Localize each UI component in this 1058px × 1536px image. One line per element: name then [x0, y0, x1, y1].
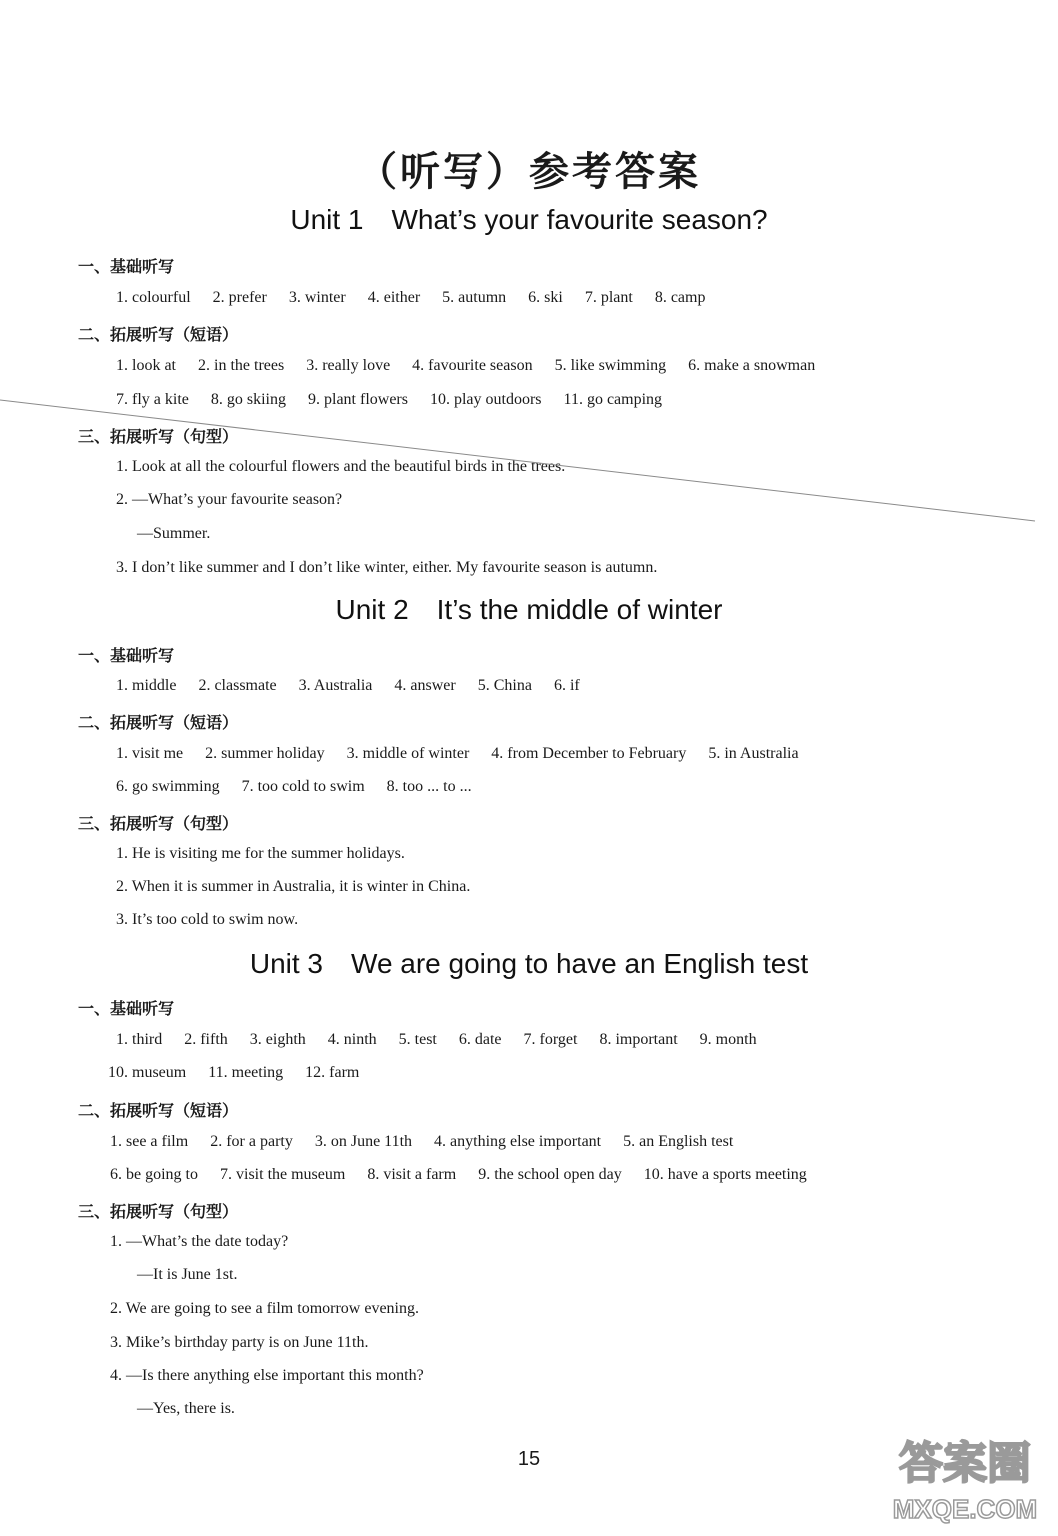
- answer-item: 9. month: [699, 1031, 757, 1048]
- answer-item: 6. date: [458, 1031, 502, 1048]
- answer-item: 3. Australia: [298, 677, 373, 694]
- answer-item: 3. eighth: [249, 1031, 306, 1048]
- answer-item: 9. the school open day: [478, 1166, 622, 1183]
- answer-item: 9. plant flowers: [308, 391, 408, 408]
- sentence-line: 3. It’s too cold to swim now.: [116, 911, 299, 928]
- sentence-line: —Summer.: [137, 525, 211, 542]
- unit-2-section-1-heading: 一、基础听写: [78, 646, 175, 665]
- answer-item: 1. third: [116, 1031, 163, 1048]
- svg-text:MXQE.COM: MXQE.COM: [892, 1494, 1038, 1524]
- sentence-line: —It is June 1st.: [137, 1266, 238, 1283]
- sentence-line: 2. When it is summer in Australia, it is winter in China.: [116, 878, 471, 895]
- unit-3-section-1-heading: 一、基础听写: [78, 999, 175, 1018]
- answer-item: 4. anything else important: [434, 1133, 602, 1150]
- svg-text:答案圈: 答案圈: [899, 1438, 1031, 1489]
- answer-item: 6. if: [553, 677, 580, 694]
- answer-item: 4. favourite season: [412, 357, 533, 374]
- answer-item: 5. an English test: [623, 1133, 734, 1150]
- answer-item: 10. museum: [108, 1064, 187, 1081]
- answer-item: 6. go swimming: [116, 778, 220, 795]
- answer-item: 10. have a sports meeting: [643, 1166, 807, 1183]
- answer-item: 5. autumn: [442, 289, 507, 306]
- answer-item: 1. colourful: [116, 289, 191, 306]
- answer-item: 4. either: [367, 289, 421, 306]
- answer-item: 8. important: [599, 1031, 678, 1048]
- unit-2-title: Unit 2 It’s the middle of winter: [335, 594, 723, 625]
- page-number: 15: [517, 1448, 541, 1470]
- answer-item: 2. in the trees: [198, 357, 285, 374]
- sentence-line: 1. Look at all the colourful flowers and the beautiful birds in the trees.: [116, 458, 566, 475]
- answer-item: 2. prefer: [212, 289, 267, 306]
- answer-item: 2. classmate: [198, 677, 277, 694]
- answer-item: 5. test: [398, 1031, 437, 1048]
- sentence-line: 4. —Is there anything else important this month?: [110, 1367, 424, 1384]
- answer-item: 1. look at: [116, 357, 176, 374]
- answer-item: 4. from December to February: [491, 745, 687, 762]
- answer-item: 2. for a party: [210, 1133, 293, 1150]
- page-title: （听写）参考答案: [357, 149, 701, 195]
- answer-item: 3. winter: [288, 289, 346, 306]
- answer-item: 5. China: [477, 677, 532, 694]
- unit-1-section-2-heading: 二、拓展听写（短语）: [78, 325, 239, 344]
- unit-1-section-1-heading: 一、基础听写: [78, 257, 175, 276]
- answer-item: 3. really love: [306, 357, 391, 374]
- answer-item: 8. go skiing: [210, 391, 286, 408]
- answer-item: 6. ski: [528, 289, 563, 306]
- answer-item: 10. play outdoors: [429, 391, 542, 408]
- sentence-line: 2. We are going to see a film tomorrow evening.: [110, 1300, 419, 1317]
- answer-item: 5. like swimming: [554, 357, 667, 374]
- unit-3-section-2-heading: 二、拓展听写（短语）: [78, 1101, 239, 1120]
- sentence-line: 2. —What’s your favourite season?: [116, 491, 343, 508]
- answer-item: 8. visit a farm: [367, 1166, 457, 1183]
- answer-item: 2. fifth: [184, 1031, 228, 1048]
- unit-3-section-3-heading: 三、拓展听写（句型）: [78, 1202, 239, 1221]
- answer-item: 3. middle of winter: [346, 745, 470, 762]
- sentence-line: 3. Mike’s birthday party is on June 11th.: [110, 1334, 369, 1351]
- answer-item: 7. forget: [523, 1031, 578, 1048]
- answer-item: 11. go camping: [563, 391, 663, 408]
- answer-item: 5. in Australia: [708, 745, 799, 762]
- answer-item: 1. middle: [116, 677, 177, 694]
- answer-item: 11. meeting: [208, 1064, 284, 1081]
- answer-item: 4. ninth: [327, 1031, 377, 1048]
- unit-1-section-3-heading: 三、拓展听写（句型）: [78, 427, 239, 446]
- answer-item: 2. summer holiday: [205, 745, 325, 762]
- answer-item: 8. camp: [654, 289, 706, 306]
- watermark-logo: [880, 1418, 1050, 1528]
- sentence-line: 1. —What’s the date today?: [110, 1233, 289, 1250]
- answer-item: 7. fly a kite: [116, 391, 189, 408]
- unit-2-section-3-heading: 三、拓展听写（句型）: [78, 814, 239, 833]
- answer-item: 1. see a film: [110, 1133, 189, 1150]
- unit-1-title: Unit 1 What’s your favourite season?: [290, 204, 768, 235]
- answer-item: 7. too cold to swim: [241, 778, 365, 795]
- answer-item: 3. on June 11th: [314, 1133, 413, 1150]
- answer-item: 6. be going to: [110, 1166, 198, 1183]
- sentence-line: 3. I don’t like summer and I don’t like winter, either. My favourite season is autumn.: [116, 559, 658, 576]
- answer-item: 6. make a snowman: [688, 357, 816, 374]
- answer-item: 7. visit the museum: [220, 1166, 346, 1183]
- answer-item: 8. too ... to ...: [386, 778, 472, 795]
- answer-item: 1. visit me: [116, 745, 184, 762]
- answer-item: 12. farm: [305, 1064, 360, 1081]
- sentence-line: 1. He is visiting me for the summer holidays.: [116, 845, 405, 862]
- sentence-line: —Yes, there is.: [137, 1400, 235, 1417]
- unit-3-title: Unit 3 We are going to have an English test: [249, 948, 809, 979]
- answer-item: 7. plant: [584, 289, 633, 306]
- answer-item: 4. answer: [394, 677, 456, 694]
- unit-2-section-2-heading: 二、拓展听写（短语）: [78, 713, 239, 732]
